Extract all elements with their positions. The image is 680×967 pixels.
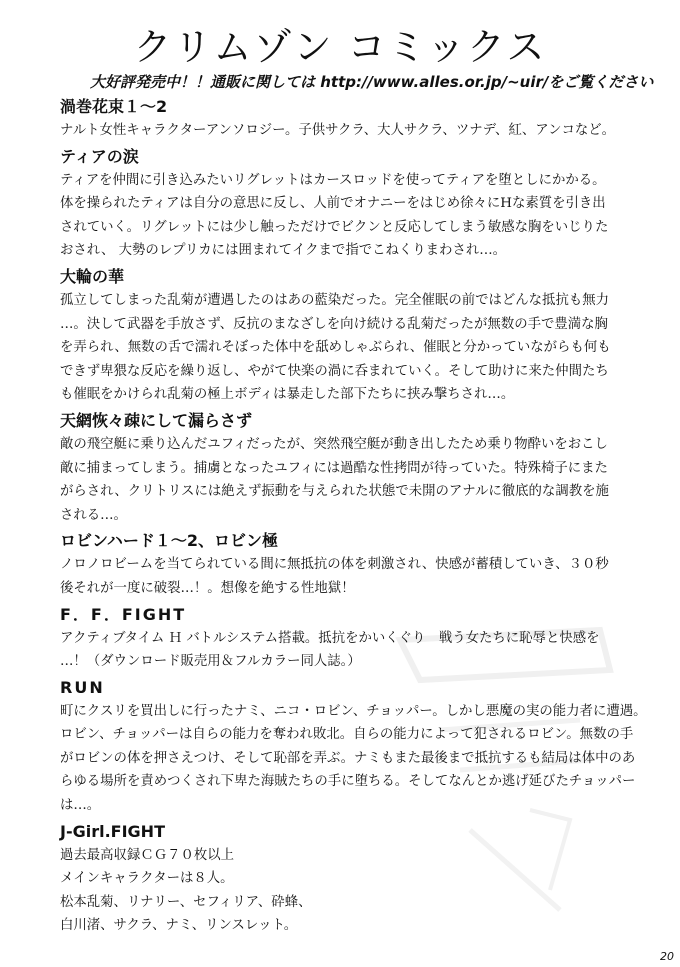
product-description-line: おされ、 大勢のレプリカには囲まれてイクまで指でこねくりまわされ…。 bbox=[60, 243, 507, 259]
product-entry bbox=[60, 603, 660, 676]
page-title: クリムゾン コミックス bbox=[133, 25, 547, 69]
product-entry bbox=[60, 95, 660, 145]
product-description-line: される…。 bbox=[60, 507, 127, 523]
product-description-line: …！（ダウンロード販売用＆フルカラー同人誌。） bbox=[60, 654, 361, 670]
product-description-line: ロビン、チョッパーは自らの能力を奪われ敗北。自らの能力によって犯されるロビン。無数の手 bbox=[60, 727, 634, 743]
product-title: 天網恢々疎にして漏らさず bbox=[60, 410, 253, 430]
product-description-line: を弄られ、無数の舌で濡れそぼった体中を舐めしゃぶられ、催眠と分かっていながらも何も bbox=[60, 340, 611, 356]
product-entry bbox=[60, 265, 660, 409]
product-title: ロビンハード１～2、ロビン極 bbox=[60, 531, 279, 551]
product-entry bbox=[60, 529, 660, 602]
product-description-line: されていく。リグレットには少し触っただけでビクンと反応してしまう敏感な胸をいじりた bbox=[60, 219, 609, 235]
mail-order-notice: 大好評発売中！！通販に関しては http://www.alles.or.jp/~uir/をご覧ください bbox=[90, 73, 654, 91]
product-description-line: らゆる場所を責めつくされ下卑た海賊たちの手に堕ちる。そしてなんとか逃げ延びたチョッパー bbox=[60, 774, 636, 790]
product-title: ティアの涙 bbox=[60, 146, 139, 166]
product-description-line: 白川渚、サクラ、ナミ、リンスレット。 bbox=[60, 918, 298, 934]
product-title: F．F．FIGHT bbox=[60, 604, 187, 624]
product-description-line: がらされ、クリトリスには絶えず振動を与えられた状態で未開のアナルに徹底的な調教を施 bbox=[60, 484, 609, 500]
product-description-line: も催眠をかけられ乱菊の極上ボディは暴走した部下たちに挟み撃ちされ…。 bbox=[60, 387, 515, 403]
product-title: 渦巻花束１～2 bbox=[60, 97, 168, 116]
product-description-line: ノロノロビームを当てられている間に無抵抗の体を刺激され、快感が蓄積していき、３０秒 bbox=[60, 557, 609, 573]
product-description-line: ティアを仲間に引き込みたいリグレットはカースロッドを使ってティアを堕としにかかる。 bbox=[60, 172, 606, 188]
page-number: 20 bbox=[660, 950, 674, 963]
product-description-line: できず卑猥な反応を繰り返し、やがて快楽の渦に呑まれていく。そして助けに来た仲間たち bbox=[60, 363, 609, 379]
product-description-line: メインキャラクターは８人。 bbox=[60, 871, 234, 887]
product-description-line: 町にクスリを買出しに行ったナミ、ニコ・ロビン、チョッパー。しかし悪魔の実の能力者に遭遇。 bbox=[60, 703, 647, 719]
product-description-line: 体を操られたティアは自分の意思に反し、人前でオナニーをはじめ徐々にHな素質を引き出 bbox=[60, 196, 606, 212]
product-title: J-Girl.FIGHT bbox=[60, 821, 165, 841]
product-description-line: がロビンの体を押さえつけ、そして恥部を弄ぶ。ナミもまた最後まで抵抗するも結局は体中のあ bbox=[60, 750, 636, 766]
product-description-line: …。決して武器を手放さず、反抗のまなざしを向け続ける乱菊だったが無数の手で豊満な胸 bbox=[60, 316, 608, 332]
product-description-line: 松本乱菊、リナリー、セフィリア、砕蜂、 bbox=[60, 894, 312, 910]
product-entry bbox=[60, 676, 660, 820]
product-description-line: 敵に捕まってしまう。捕虜となったユフィには過酷な性拷問が待っていた。特殊椅子にまた bbox=[60, 460, 608, 476]
product-description-line: 敵の飛空艇に乗り込んだユフィだったが、突然飛空艇が動き出したため乗り物酔いをおこし bbox=[60, 436, 608, 452]
product-description-line: アクティブタイム Ｈ バトルシステム搭載。抵抗をかいくぐり 戦う女たちに恥辱と快感を bbox=[60, 630, 600, 646]
product-description-line: ナルト女性キャラクターアンソロジー。子供サクラ、大人サクラ、ツナデ、紅、アンコなど。 bbox=[60, 123, 616, 138]
product-entry bbox=[60, 820, 660, 940]
product-description-line: 後それが一度に破裂…！。想像を絶する性地獄！ bbox=[60, 580, 355, 596]
product-entry bbox=[60, 409, 660, 529]
product-description-line: 過去最高収録ＣＧ７０枚以上 bbox=[60, 847, 235, 863]
product-title: 大輪の華 bbox=[60, 266, 125, 286]
product-list bbox=[60, 95, 660, 940]
product-title: RUN bbox=[60, 677, 105, 697]
product-description-line: 孤立してしまった乱菊が遭遇したのはあの藍染だった。完全催眠の前ではどんな抵抗も無力 bbox=[60, 292, 610, 308]
product-entry bbox=[60, 145, 660, 265]
product-description-line: は…。 bbox=[60, 798, 101, 814]
